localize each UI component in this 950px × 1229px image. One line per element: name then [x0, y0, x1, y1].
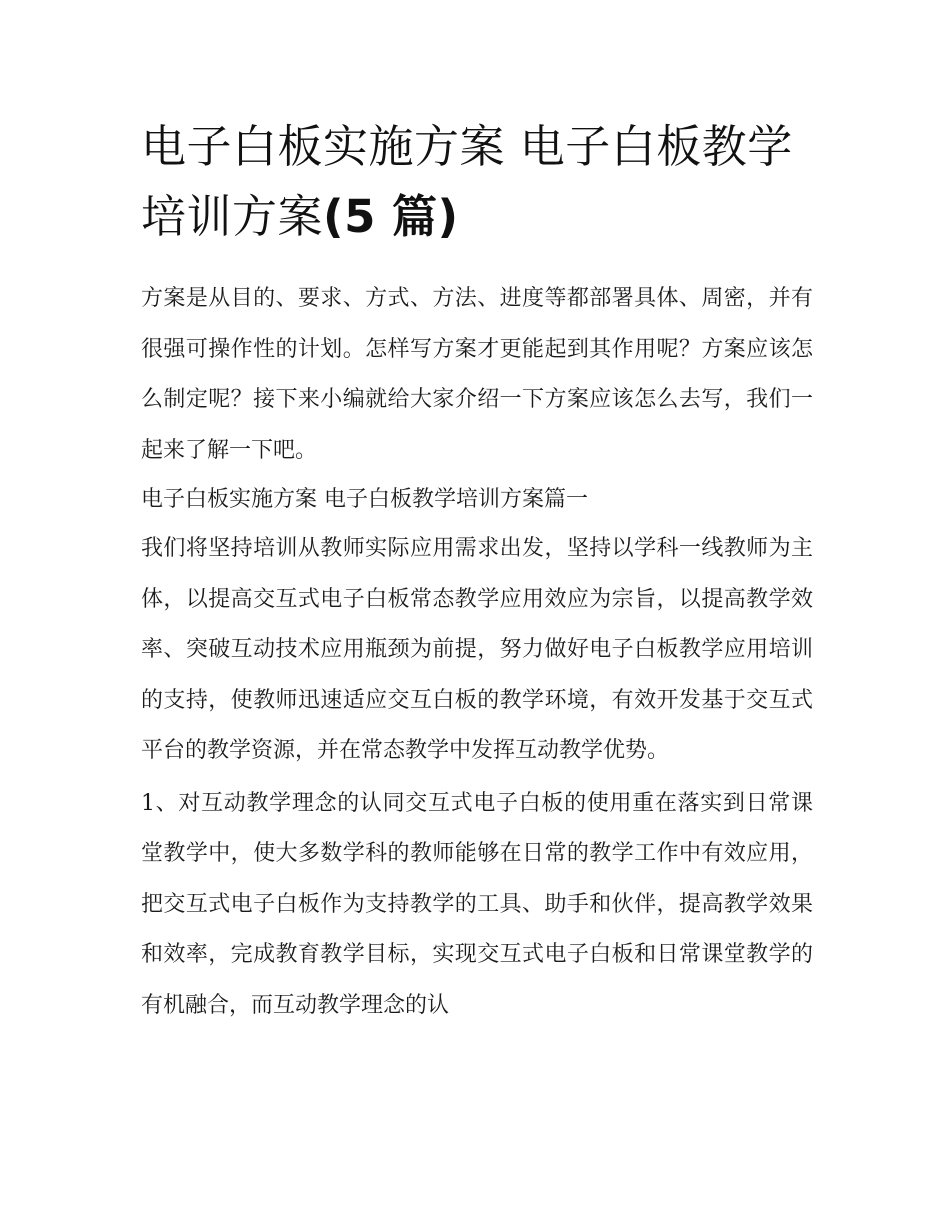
document-body	[141, 112, 813, 1031]
section-heading: 电子白板实施方案 电子白板教学培训方案篇一	[141, 487, 588, 512]
document-title	[141, 112, 813, 252]
body-paragraph-1: 我们将坚持培训从教师实际应用需求出发，坚持以学科一线教师为主体，以提高交互式电子白板常态教学应用效应为宗旨，以提高教学效率、突破互动技术应用瓶颈为前提，努力做好电子白板教学应用培训的支持，使教师迅速适应交互白板的教学环境，有效开发基于交互式平台的教学资源，并在常态教学中发挥互动教学优势。	[141, 536, 813, 763]
title-suffix: (5 篇)	[323, 190, 459, 243]
intro-paragraph: 方案是从目的、要求、方式、方法、进度等都部署具体、周密，并有很强可操作性的计划。怎样写方案才更能起到其作用呢？方案应该怎么制定呢？接下来小编就给大家介绍一下方案应该怎么去写，我们一起来了解一下吧。	[141, 286, 813, 463]
body-paragraph-2: 1、对互动教学理念的认同交互式电子白板的使用重在落实到日常课堂教学中，使大多数学科的教师能够在日常的教学工作中有效应用，把交互式电子白板作为支持教学的工具、助手和伙伴，提高教学效果和效率，完成教育教学目标，实现交互式电子白板和日常课堂教学的有机融合，而互动教学理念的认	[141, 790, 813, 1018]
title-main: 电子白板实施方案 电子白板教学培训方案	[141, 120, 793, 243]
